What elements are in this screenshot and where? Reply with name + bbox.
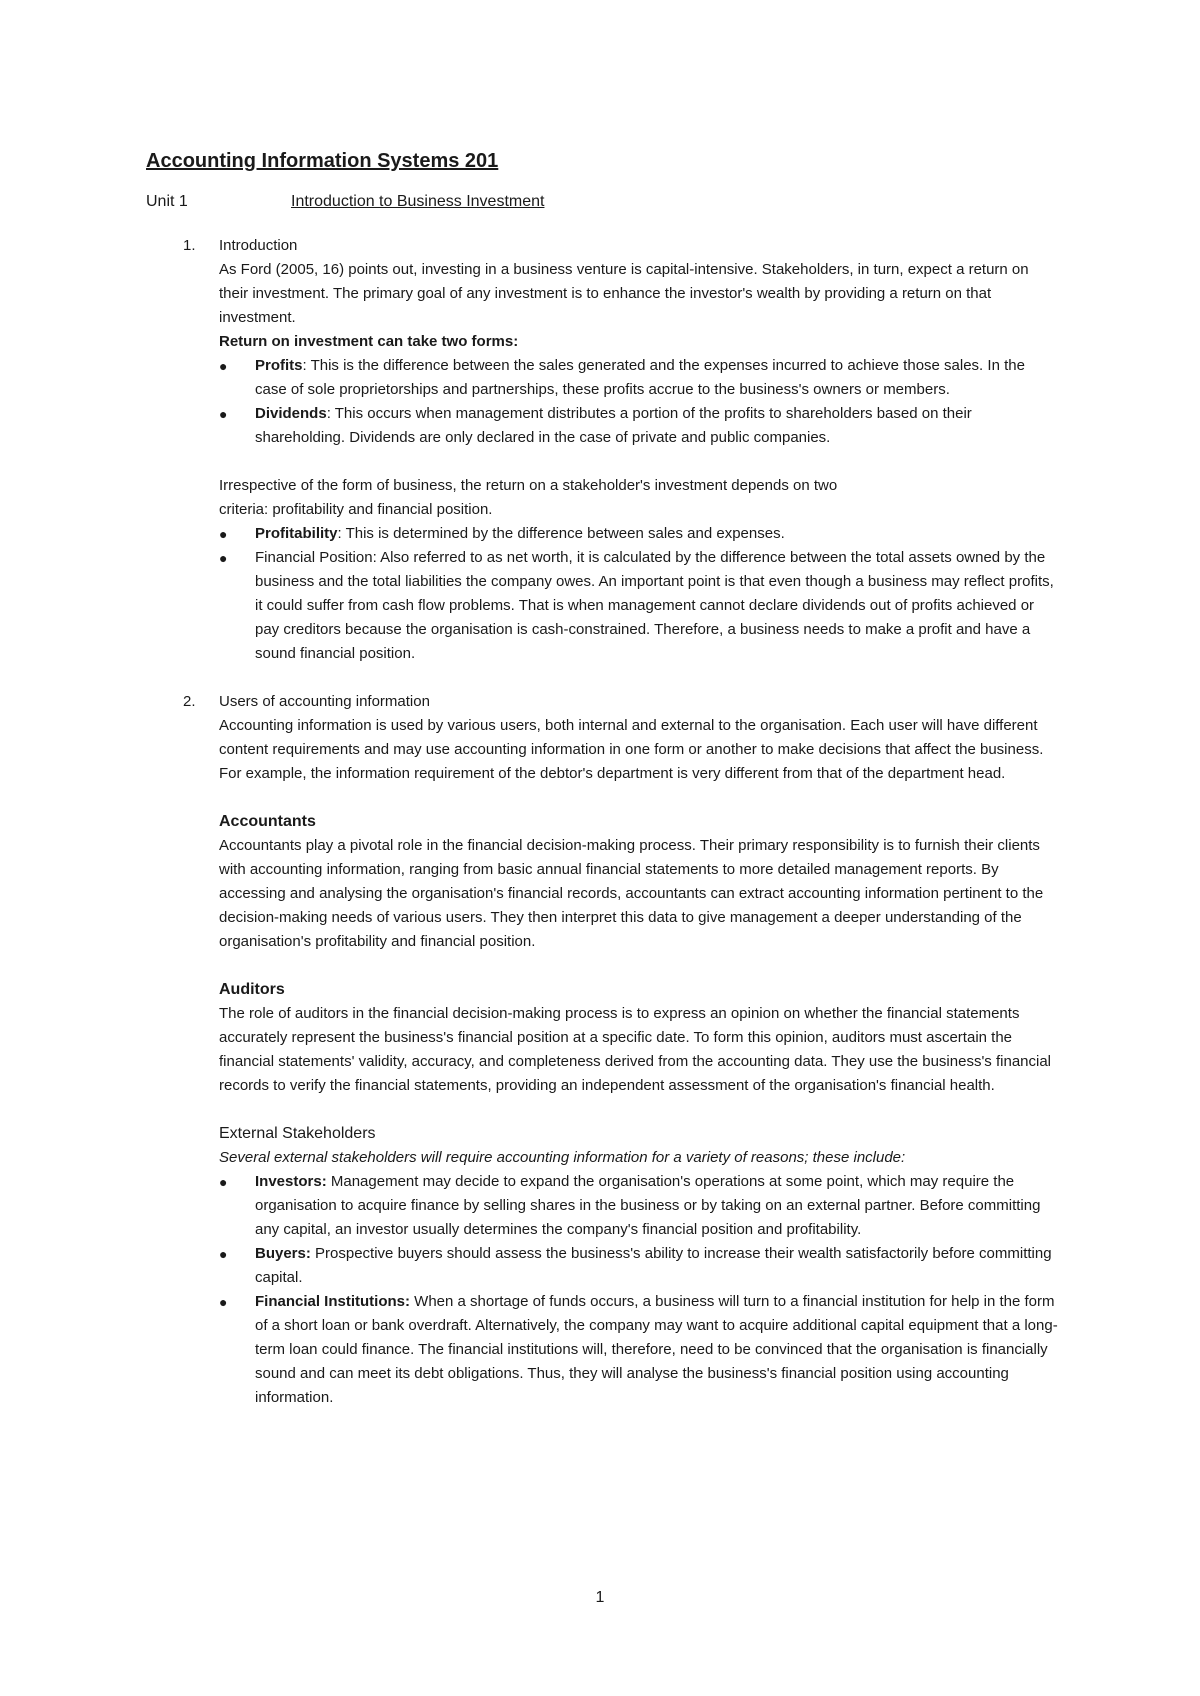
- paragraph: Accounting information is used by various users, both internal and external to the organisation. Each user will have different content requirements and may use accounting information in one form or another to make decisions that affect the business. For example, the information requirement of the debtor's department is very different from that of the department head.: [219, 717, 1044, 782]
- paragraph: As Ford (2005, 16) points out, investing in a business venture is capital-intensive. Stakeholders, in turn, expect a return on their investment. The primary goal of any investment is to enhance the investor's wealth by providing a return on that investment.: [219, 261, 1029, 326]
- list-text: Position: Also referred to as net worth, it is calculated by the difference between the total assets owned by the business and the total liabilities the company owes. An important point is that even though a business may reflect profits, it could suffer from cash flow problems. That is when management cannot declare dividends out of profits achieved or pay creditors because the organisation is cash-constrained. Therefore, a business needs to make a profit and have a sound financial position.: [255, 549, 1054, 662]
- paragraph: The role of auditors in the financial decision-making process is to express an opinion on whether the financial statements accurately represent the business's financial position at a specific date. To form this opinion, auditors must ascertain the financial statements' validity, accuracy, and completeness derived from the accounting data. They use the business's financial records to verify the financial statements, providing an independent assessment of the organisation's financial health.: [219, 1005, 1052, 1094]
- page-number: 1: [595, 1589, 605, 1606]
- bullet-icon: ●: [219, 406, 228, 422]
- subheading: Auditors: [219, 981, 285, 998]
- subheading: Return on investment can take two forms:: [219, 333, 519, 350]
- bullet-list-forms: [219, 354, 1059, 450]
- section-heading: Users of accounting information: [219, 693, 430, 710]
- subheading: External Stakeholders: [219, 1125, 376, 1142]
- list-item: [219, 1290, 1059, 1410]
- list-item: [219, 522, 1059, 546]
- section-introduction: [0, 234, 1200, 666]
- paragraph: Irrespective of the form of business, the return on a stakeholder's investment depends on two: [219, 477, 838, 494]
- list-term: Profits: [255, 357, 303, 374]
- list-item: [219, 546, 1059, 666]
- list-text: : This is the difference between the sales generated and the expenses incurred to achieve those sales. In the case of sole proprietorships and partnerships, these profits accrue to the business's owners or members.: [255, 357, 1025, 398]
- list-text: When a shortage of funds occurs, a business will turn to a financial institution for help in the form of a short loan or bank overdraft. Alternatively, the company may want to acquire additional capital equipment that a long-term loan could finance. The financial institutions will, therefore, need to be convinced that the organisation is financially sound and can meet its debt obligations. Thus, they will analyse the business's financial position using accounting information.: [255, 1293, 1058, 1406]
- list-text: Prospective buyers should assess the business's ability to increase their wealth satisfactorily before committing capital.: [255, 1245, 1052, 1286]
- subheading: Accountants: [219, 813, 316, 830]
- document-body: [0, 234, 1200, 1410]
- list-term: Dividends: [255, 405, 327, 422]
- list-item: [219, 1242, 1059, 1290]
- section-number: 1.: [183, 237, 196, 254]
- bullet-icon: ●: [219, 1174, 228, 1190]
- list-item: [219, 354, 1059, 402]
- spacer: [0, 450, 1200, 474]
- spacer: [0, 954, 1200, 978]
- list-term: Financial: [255, 549, 316, 566]
- list-term: Financial Institutions:: [255, 1293, 411, 1310]
- section-users: [0, 690, 1200, 1410]
- bullet-list-external: [219, 1170, 1059, 1410]
- document-title: Accounting Information Systems 201: [146, 150, 499, 172]
- paragraph: criteria: profitability and financial position.: [219, 501, 493, 518]
- unit-label: Unit 1: [146, 193, 188, 210]
- list-text: Management may decide to expand the organisation's operations at some point, which may require the organisation to acquire finance by selling shares in the business or by taking on an external partner. Before committing any capital, an investor usually determines the company's financial position and profitability.: [255, 1173, 1041, 1238]
- bullet-icon: ●: [219, 1294, 228, 1310]
- bullet-icon: ●: [219, 358, 228, 374]
- spacer: [0, 1098, 1200, 1122]
- bullet-icon: ●: [219, 1246, 228, 1262]
- bullet-icon: ●: [219, 526, 228, 542]
- unit-heading: [146, 191, 544, 213]
- list-term: Buyers:: [255, 1245, 311, 1262]
- section-number: 2.: [183, 693, 196, 710]
- list-term: Profitability: [255, 525, 338, 542]
- list-text: : This is determined by the difference between sales and expenses.: [337, 525, 785, 542]
- spacer: [0, 666, 1200, 690]
- paragraph: Accountants play a pivotal role in the financial decision-making process. Their primary responsibility is to furnish their clients with accounting information, ranging from basic annual financial statements to more detailed management reports. By accessing and analysing the organisation's financial records, accountants can extract accounting information pertinent to the decision-making needs of various users. They then interpret this data to give management a deeper understanding of the organisation's profitability and financial position.: [219, 837, 1044, 950]
- list-text: : This occurs when management distributes a portion of the profits to shareholders based on their shareholding. Dividends are only declared in the case of private and public companies.: [255, 405, 972, 446]
- bullet-list-criteria: [219, 522, 1059, 666]
- list-term: Investors:: [255, 1173, 327, 1190]
- list-item: [219, 1170, 1059, 1242]
- bullet-icon: ●: [219, 550, 228, 566]
- list-item: [219, 402, 1059, 450]
- unit-title: Introduction to Business Investment: [291, 193, 545, 210]
- section-heading: Introduction: [219, 237, 298, 254]
- spacer: [0, 786, 1200, 810]
- paragraph: Several external stakeholders will require accounting information for a variety of reasons; these include:: [219, 1149, 906, 1166]
